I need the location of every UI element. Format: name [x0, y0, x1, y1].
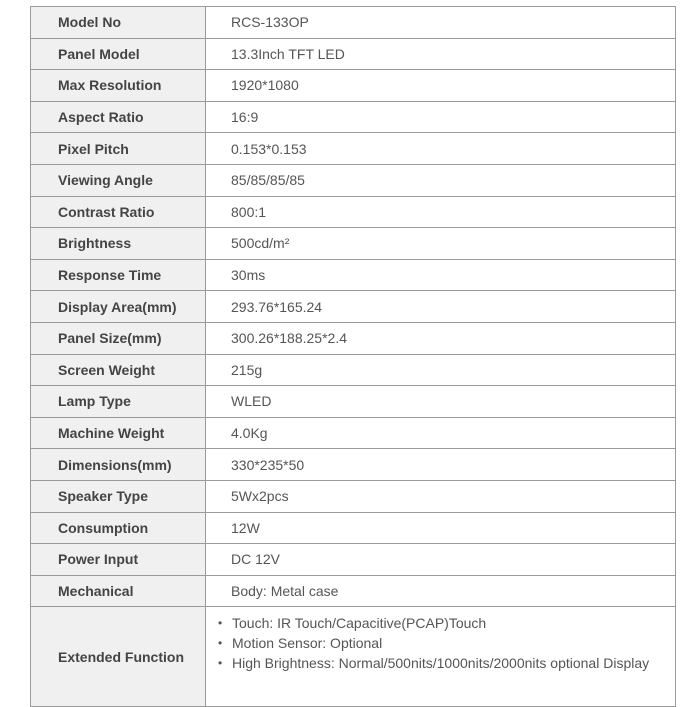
spec-row-panel-model [31, 38, 676, 70]
spec-value: WLED [206, 386, 676, 418]
spec-label: Speaker Type [31, 480, 206, 512]
bullet-icon: • [218, 636, 223, 651]
spec-label: Model No [31, 7, 206, 39]
spec-row-consumption [31, 512, 676, 544]
list-item [218, 613, 675, 633]
spec-label: Dimensions(mm) [31, 449, 206, 481]
spec-row-screen-weight [31, 354, 676, 386]
spec-value: 16:9 [206, 101, 676, 133]
spec-label: Screen Weight [31, 354, 206, 386]
extended-function-cell [206, 607, 676, 707]
spec-label: Display Area(mm) [31, 291, 206, 323]
spec-value: 30ms [206, 259, 676, 291]
spec-label: Panel Size(mm) [31, 322, 206, 354]
bullet-icon: • [218, 616, 223, 631]
spec-row-dimensions [31, 449, 676, 481]
spec-value: 1920*1080 [206, 70, 676, 102]
list-item-text: Touch: IR Touch/Capacitive(PCAP)Touch [232, 615, 487, 632]
spec-value: 215g [206, 354, 676, 386]
spec-value: 500cd/m² [206, 228, 676, 260]
spec-label: Consumption [31, 512, 206, 544]
spec-value: Body: Metal case [206, 575, 676, 607]
spec-label: Mechanical [31, 575, 206, 607]
spec-label: Lamp Type [31, 386, 206, 418]
extended-function-list [218, 613, 675, 673]
spec-row-brightness [31, 228, 676, 260]
spec-label: Viewing Angle [31, 164, 206, 196]
spec-value: 13.3Inch TFT LED [206, 38, 676, 70]
spec-value: 12W [206, 512, 676, 544]
spec-value: 0.153*0.153 [206, 133, 676, 165]
spec-row-machine-weight [31, 417, 676, 449]
spec-value: 800:1 [206, 196, 676, 228]
spec-row-lamp-type [31, 386, 676, 418]
spec-row-max-resolution [31, 70, 676, 102]
spec-value: DC 12V [206, 544, 676, 576]
spec-row-contrast-ratio [31, 196, 676, 228]
spec-label: Aspect Ratio [31, 101, 206, 133]
spec-label: Max Resolution [31, 70, 206, 102]
list-item-text: High Brightness: Normal/500nits/1000nits/2000nits optional Display [232, 655, 650, 672]
spec-row-extended-function [31, 607, 676, 707]
spec-value: 85/85/85/85 [206, 164, 676, 196]
spec-value: RCS-133OP [206, 7, 676, 39]
spec-row-display-area [31, 291, 676, 323]
list-item-text: Motion Sensor: Optional [232, 635, 383, 652]
spec-label: Pixel Pitch [31, 133, 206, 165]
spec-row-aspect-ratio [31, 101, 676, 133]
spec-table-body [31, 7, 676, 707]
spec-value: 300.26*188.25*2.4 [206, 322, 676, 354]
spec-row-pixel-pitch [31, 133, 676, 165]
spec-row-model-no [31, 7, 676, 39]
spec-label: Panel Model [31, 38, 206, 70]
spec-label: Brightness [31, 228, 206, 260]
spec-label: Response Time [31, 259, 206, 291]
spec-label: Power Input [31, 544, 206, 576]
spec-label: Machine Weight [31, 417, 206, 449]
spec-value: 330*235*50 [206, 449, 676, 481]
spec-row-speaker-type [31, 480, 676, 512]
spec-value: 293.76*165.24 [206, 291, 676, 323]
spec-value: 4.0Kg [206, 417, 676, 449]
spec-row-power-input [31, 544, 676, 576]
spec-row-mechanical [31, 575, 676, 607]
bullet-icon: • [218, 656, 223, 671]
spec-row-panel-size [31, 322, 676, 354]
spec-table [30, 6, 676, 707]
list-item [218, 653, 675, 673]
spec-value: 5Wx2pcs [206, 480, 676, 512]
spec-label: Extended Function [31, 607, 206, 707]
spec-label: Contrast Ratio [31, 196, 206, 228]
spec-row-response-time [31, 259, 676, 291]
spec-row-viewing-angle [31, 164, 676, 196]
list-item [218, 633, 675, 653]
